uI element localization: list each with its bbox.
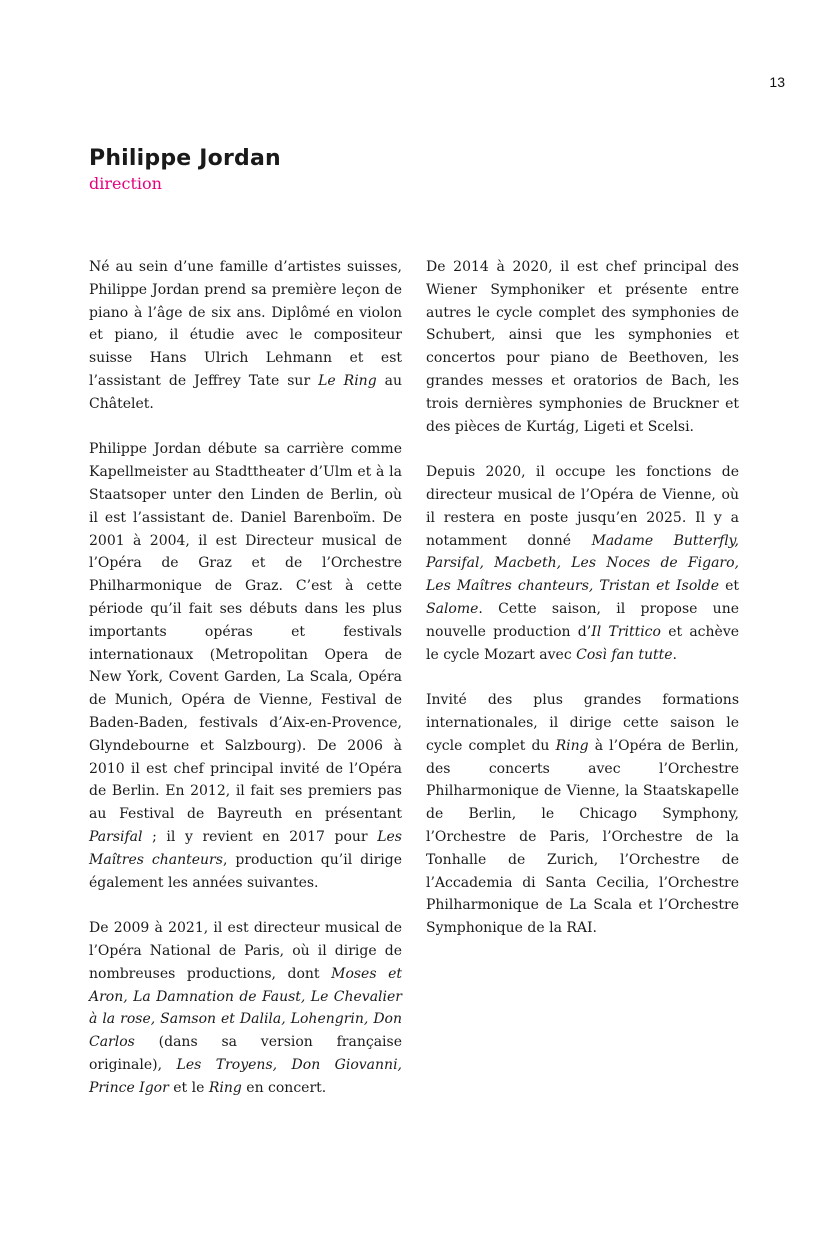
bio-paragraph-6: Invité des plus grandes formations internationales, il dirige cette saison le cycle complet du Ring à l’Opéra de Berlin, des concerts avec l’Orchestre Philharmonique de Vienne, la Staatskapelle de Berlin, le Chicago Symphony, l’Orchestre de Paris, l’Orchestre de la Tonhalle de Zurich, l’Orchestre de l’Accademia di Santa Cecilia, l’Orchestre Philharmonique de La Scala et l’Orchestre Symphonique de la RAI. (426, 692, 740, 937)
page-number: 13 (769, 74, 785, 90)
bio-paragraph-4: De 2014 à 2020, il est chef principal des Wiener Symphoniker et présente entre autres le cycle complet des symphonies de Schubert, ainsi que les symphonies et concertos pour piano de Beethoven, les grandes messes et oratorios de Bach, les trois dernières symphonies de Bruckner et des pièces de Kurtág, Ligeti et Scelsi. (426, 259, 739, 435)
bio-paragraph-2: Philippe Jordan débute sa carrière comme Kapellmeister au Stadttheater d’Ulm et à la Staatsoper unter den Linden de Berlin, où il est l’assistant de. Daniel Barenboïm. De 2001 à 2004, il est Directeur musical de l’Opéra de Graz et de l’Orchestre Philharmonique de Graz. C’est à cette période qu’il fait ses débuts dans les plus importants opéras et festivals internationaux (Metropolitan Opera de New York, Covent Garden, La Scala, Opéra de Munich, Opéra de Vienne, Festival de Baden-Baden, festivals d’Aix-en-Provence, Glyndebourne et Salzbourg). De 2006 à 2010 il est chef principal invité de l’Opéra de Berlin. En 2012, il fait ses premiers pas au Festival de Bayreuth en présentant Parsifal ; il y revient en 2017 pour Les Maîtres chanteurs, production qu’il dirige également les années suivantes. (89, 441, 402, 891)
page-subtitle: direction (89, 174, 162, 193)
bio-paragraph-3: De 2009 à 2021, il est directeur musical de l’Opéra National de Paris, où il dirige de nombreuses productions, dont Moses et Aron, La Damnation de Faust, Le Chevalier à la rose, Samson et Dalila, Lohengrin, Don Carlos (dans sa version française originale), Les Troyens, Don Giovanni, Prince Igor et le Ring en concert. (89, 920, 402, 1096)
bio-paragraph-5: Depuis 2020, il occupe les fonctions de directeur musical de l’Opéra de Vienne, où il restera en poste jusqu’en 2025. Il y a notamment donné Madame Butterfly, Parsifal, Macbeth, Les Noces de Figaro, Les Maîtres chanteurs, Tristan et Isolde et Salome. Cette saison, il propose une nouvelle production d’Il Trittico et achève le cycle Mozart avec Così fan tutte. (426, 464, 740, 663)
right-column (426, 256, 739, 940)
page-title: Philippe Jordan (89, 146, 281, 171)
bio-paragraph-1: Né au sein d’une famille d’artistes suisses, Philippe Jordan prend sa première leçon de piano à l’âge de six ans. Diplômé en violon et piano, il étudie avec le compositeur suisse Hans Ulrich Lehmann et est l’assistant de Jeffrey Tate sur Le Ring au Châtelet. (89, 259, 402, 412)
left-column (89, 256, 402, 1099)
